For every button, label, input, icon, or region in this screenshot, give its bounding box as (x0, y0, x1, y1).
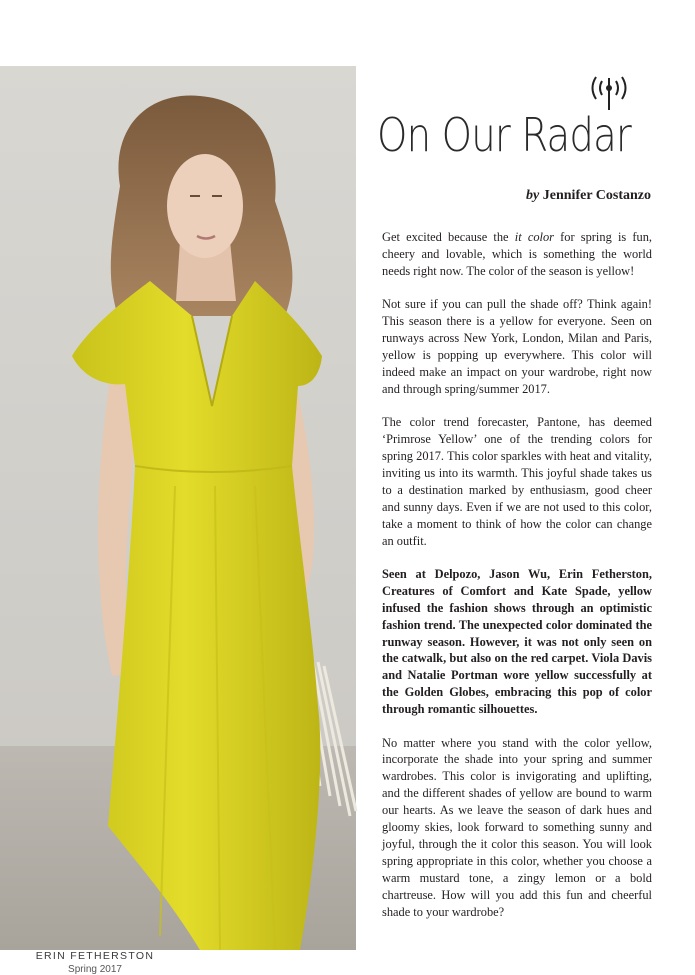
paragraph-3: The color trend forecaster, Pantone, has deemed ‘Primrose Yellow’ one of the trending colors for spring 2017. This color sparkles with heat and vitality, inviting us into its warmth. This joyful shade takes us to a destination marked by enthusiasm, good cheer and sunny days. Even if we are not used to this color, take a moment to think of how the color can change an outfit. (382, 415, 652, 548)
byline-prefix: by (526, 188, 540, 203)
photo-caption (0, 950, 190, 975)
caption-season: Spring 2017 (68, 964, 122, 975)
face (167, 154, 243, 258)
byline-author: Jennifer Costanzo (542, 188, 651, 203)
model-illustration (0, 66, 356, 950)
radar-icon (583, 72, 635, 112)
runway-photo (0, 66, 356, 975)
emphasis-it-color: it color (514, 230, 554, 244)
paragraph-2: Not sure if you can pull the shade off? Think again! This season there is a yellow for everyone. Seen on runways across New York, London, Milan and Paris, yellow is popping up everywhere. This color will indeed make an impact on your wardrobe, right now and through spring/summer 2017. (382, 297, 652, 396)
paragraph-5: No matter where you stand with the color yellow, incorporate the shade into your spring and summer wardrobes. This color is invigorating and uplifting, and the different shades of yellow are bound to warm our hearts. As we leave the season of dark hues and gloomy skies, look forward to something sunny and joyful, through the it color this season. You will look spring appropriate in this color, whether you choose a warm mustard tone, a zingy lemon or a bold chartreuse. How will you add this fun and cheerful shade to your wardrobe? (382, 735, 652, 919)
paragraph-4: Seen at Delpozo, Jason Wu, Erin Fetherston, Creatures of Comfort and Kate Spade, yellow infused the fashion shows through an optimistic fashion trend. The unexpected color dominated the runway season. However, it was not only seen on the catwalk, but also on the red carpet. Viola Davis and Natalie Portman wore yellow successfully at the Golden Globes, embracing this pop of color through romantic silhouettes. (382, 566, 652, 717)
caption-designer: ERIN FETHERSTON (35, 950, 155, 962)
byline (526, 188, 651, 204)
paragraph-1: Get excited because the it color for spring is fun, cheery and lovable, which is something the world needs right now. The color of the season is yellow! (382, 230, 653, 278)
article-title: On Our Radar (377, 108, 631, 162)
article-body (382, 229, 652, 937)
